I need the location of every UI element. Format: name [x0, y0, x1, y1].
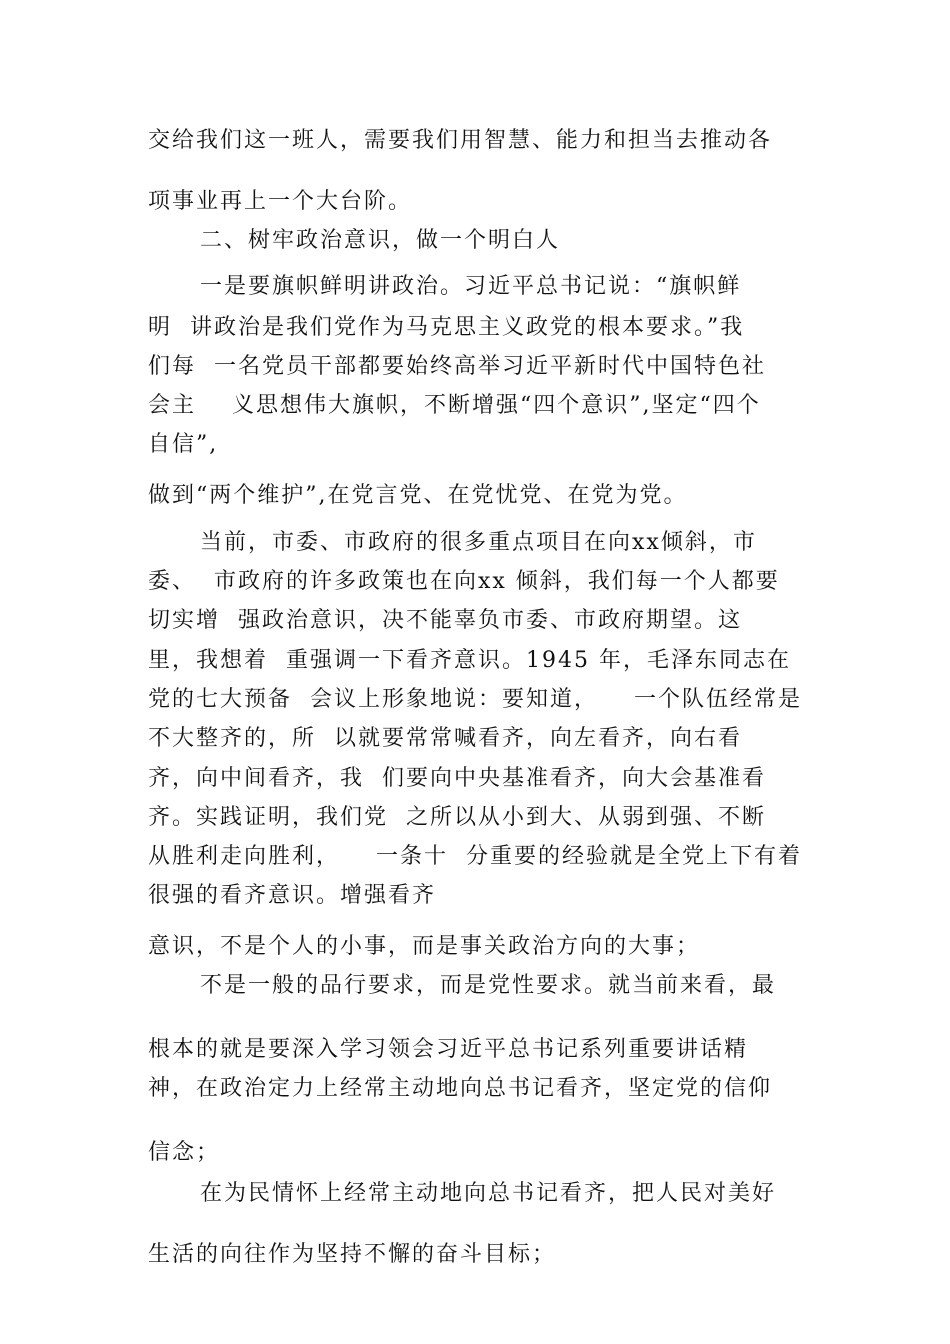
- text-line: 会主 义思想伟大旗帜，不断增强“四个意识”,坚定“四个: [148, 393, 761, 418]
- text-line: 不是一般的品行要求，而是党性要求。就当前来看，最: [200, 973, 777, 998]
- text-line: 自信”,: [148, 432, 219, 457]
- text-line: 党的七大预备 会议上形象地说：要知道， 一个队伍经常是: [148, 687, 802, 712]
- text-line: 从胜利走向胜利， 一条十 分重要的经验就是全党上下有着: [148, 844, 802, 869]
- text-line: 切实增 强政治意识，决不能辜负市委、市政府期望。这: [148, 608, 742, 633]
- text-line: 们每 一名党员干部都要始终高举习近平新时代中国特色社: [148, 354, 766, 379]
- text-line: 里，我想着 重强调一下看齐意识。1945 年，毛泽东同志在: [148, 648, 791, 673]
- text-line: 项事业再上一个大台阶。: [148, 189, 413, 214]
- text-line: 一是要旗帜鲜明讲政治。习近平总书记说：“旗帜鲜: [200, 274, 742, 299]
- text-line: 根本的就是要深入学习领会习近平总书记系列重要讲话精: [148, 1037, 749, 1062]
- text-line: 意识，不是个人的小事，而是事关政治方向的大事；: [148, 934, 701, 959]
- text-line: 交给我们这一班人，需要我们用智慧、能力和担当去推动各: [148, 128, 773, 153]
- text-line: 齐，向中间看齐，我 们要向中央基准看齐，向大会基准看: [148, 766, 766, 791]
- text-line: 委、 市政府的许多政策也在向xx 倾斜，我们每一个人都要: [148, 569, 780, 594]
- text-line: 明 讲政治是我们党作为马克思主义政党的根本要求。”我: [148, 315, 745, 340]
- text-line: 很强的看齐意识。增强看齐: [148, 883, 437, 908]
- text-line: 做到“两个维护”,在党言党、在党忧党、在党为党。: [148, 483, 688, 508]
- text-line: 在为民情怀上经常主动地向总书记看齐，把人民对美好: [200, 1181, 777, 1206]
- text-line: 信念；: [148, 1140, 221, 1165]
- text-line: 当前，市委、市政府的很多重点项目在向xx倾斜，市: [200, 530, 757, 555]
- text-line: 不大整齐的，所 以就要常常喊看齐，向左看齐，向右看: [148, 726, 742, 751]
- text-line: 生活的向往作为坚持不懈的奋斗目标；: [148, 1242, 557, 1267]
- section-heading: 二、树牢政治意识，做一个明白人: [200, 228, 561, 253]
- text-line: 神，在政治定力上经常主动地向总书记看齐，坚定党的信仰: [148, 1076, 773, 1101]
- text-line: 齐。实践证明，我们党 之所以从小到大、从弱到强、不断: [148, 805, 766, 830]
